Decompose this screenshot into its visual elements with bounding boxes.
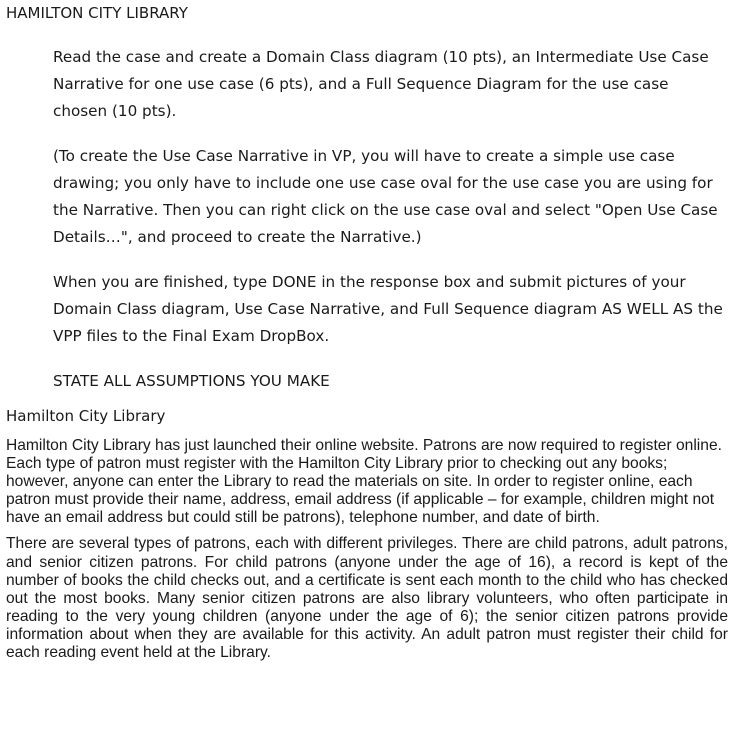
case-paragraph-1: Hamilton City Library has just launched their online website. Patrons are now required to register online. Each type of patron must register with the Hamilton City Library prior to checking out any books; however, anyone can enter the Library to read the materials on site. In order to register online, each patron must provide their name, address, email address (if applicable – for example, children might not have an email address but could still be patrons), telephone number, and date of birth. xyxy=(6,437,722,527)
instruction-paragraph-3: When you are finished, type DONE in the response box and submit pictures of your Domain Class diagram, Use Case Narrative, and Full Sequence diagram AS WELL AS the VPP files to the Final Exam DropBox. xyxy=(53,273,723,345)
instructions-section xyxy=(53,44,725,395)
instruction-paragraph-1: Read the case and create a Domain Class diagram (10 pts), an Intermediate Use Case Narrative for one use case (6 pts), and a Full Sequence Diagram for the use case chosen (10 pts). xyxy=(53,48,709,120)
instruction-paragraph-2: (To create the Use Case Narrative in VP, you will have to create a simple use case drawing; you only have to include one use case oval for the use case you are using for the Narrative. Then you can right click on the use case oval and select "Open Use Case Details…", and proceed to create the Narrative.) xyxy=(53,147,718,246)
case-paragraph-2: There are several types of patrons, each with different privileges. There are child patrons, adult patrons, and senior citizen patrons. For child patrons (anyone under the age of 16), a record is kept of the number of books the child checks out, and a certificate is sent each month to the child who has checked out the most books. Many senior citizen patrons are also library volunteers, who often participate in reading to the very young children (anyone under the age of 6); the senior citizen patrons provide information about when they are available for this activity. An adult patron must register their child for each reading event held at the Library. xyxy=(6,535,728,662)
instruction-assumptions: STATE ALL ASSUMPTIONS YOU MAKE xyxy=(53,372,330,390)
case-description xyxy=(6,437,728,670)
case-heading: Hamilton City Library xyxy=(6,407,166,425)
document-title: HAMILTON CITY LIBRARY xyxy=(6,4,188,22)
